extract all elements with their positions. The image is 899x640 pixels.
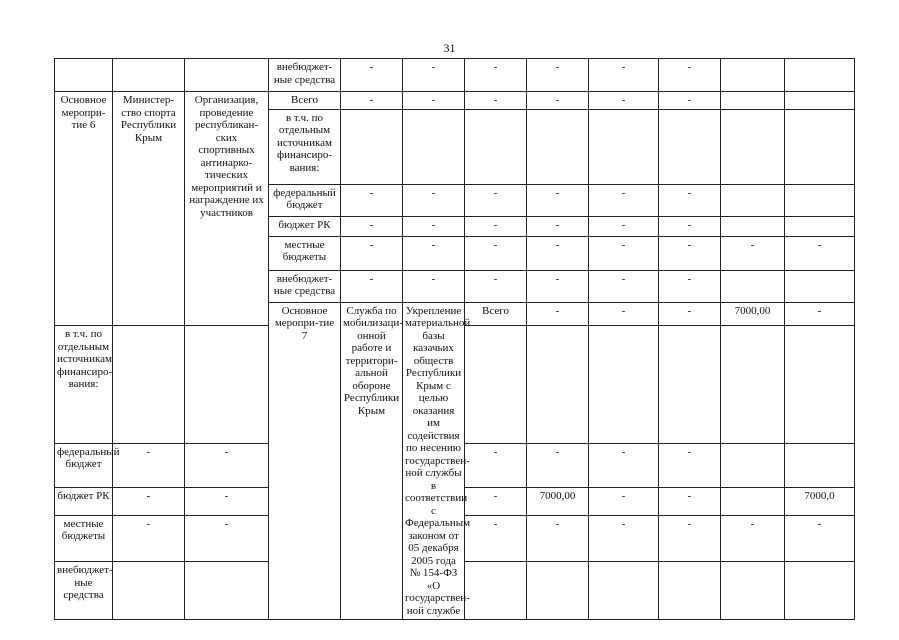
event-executor: Служба по мобилизаци-онной работе и территори-альной обороне Республики Крым [341,302,403,620]
source-label: Всего [465,302,527,326]
table-row: Основное меропри-тие 6 Министер-ство спорта Республики Крым Организация, проведение республикан-ских спортивных антинарко-тических мероприятий и награждение их участников Всего - - - - - - [55,92,855,110]
source-label: местные бюджеты [55,515,113,561]
amount-cell: 7000,00 [527,488,589,515]
table-row: федеральный бюджет - - - - - - [55,184,855,216]
table-row: местные бюджеты - - - - - - - - [55,515,855,561]
table-row: внебюджет-ные средства - - - - - - [55,59,855,92]
budget-table [54,58,855,620]
table-row: Основное меропри-тие 7 Служба по мобилизаци-онной работе и территори-альной обороне Республики Крым Укрепление материальной базы казачьих обществ Республики Крым с целью оказания им содействия по несению государствен-ной службы в соответствии с Федеральным законом от 05 декабря 2005 года № 154-ФЗ «О государствен-ной службе Всего - - - 7000,00 - [55,302,855,326]
table-row: бюджет РК - - - 7000,00 - - 7000,0 [55,488,855,515]
event-label: Основное меропри-тие 7 [269,302,341,620]
source-label: Всего [269,92,341,110]
table-row: федеральный бюджет - - - - - - [55,443,855,488]
event-executor: Министер-ство спорта Республики Крым [113,92,185,326]
event-description: Организация, проведение республикан-ских спортивных антинарко-тических мероприятий и награждение их участников [185,92,269,326]
source-label: бюджет РК [55,488,113,515]
amount-cell: 7000,00 [721,302,785,326]
event-description: Укрепление материальной базы казачьих обществ Республики Крым с целью оказания им содействия по несению государствен-ной службы в соответствии с Федеральным законом от 05 декабря 2005 года № 154-ФЗ «О государствен-ной службе [403,302,465,620]
source-label: местные бюджеты [269,236,341,270]
source-label: бюджет РК [269,216,341,236]
table-row: внебюджет-ные средства - - - - - - [55,270,855,302]
source-label: в т.ч. по отдельным источникам финансиро-вания: [55,326,113,443]
source-label: внебюджет-ные средства [55,562,113,620]
total-cell: 7000,0 [785,488,855,515]
page-number: 31 [443,41,456,55]
source-label: федеральный бюджет [55,443,113,488]
source-label: в т.ч. по отдельным источникам финансиро-вания: [269,109,341,184]
table-row: местные бюджеты - - - - - - - - [55,236,855,270]
table-row: бюджет РК - - - - - - [55,216,855,236]
source-label: внебюджет-ные средства [269,270,341,302]
event-label: Основное меропри-тие 6 [55,92,113,326]
source-label: федеральный бюджет [269,184,341,216]
source-label: внебюджет-ные средства [269,59,341,92]
